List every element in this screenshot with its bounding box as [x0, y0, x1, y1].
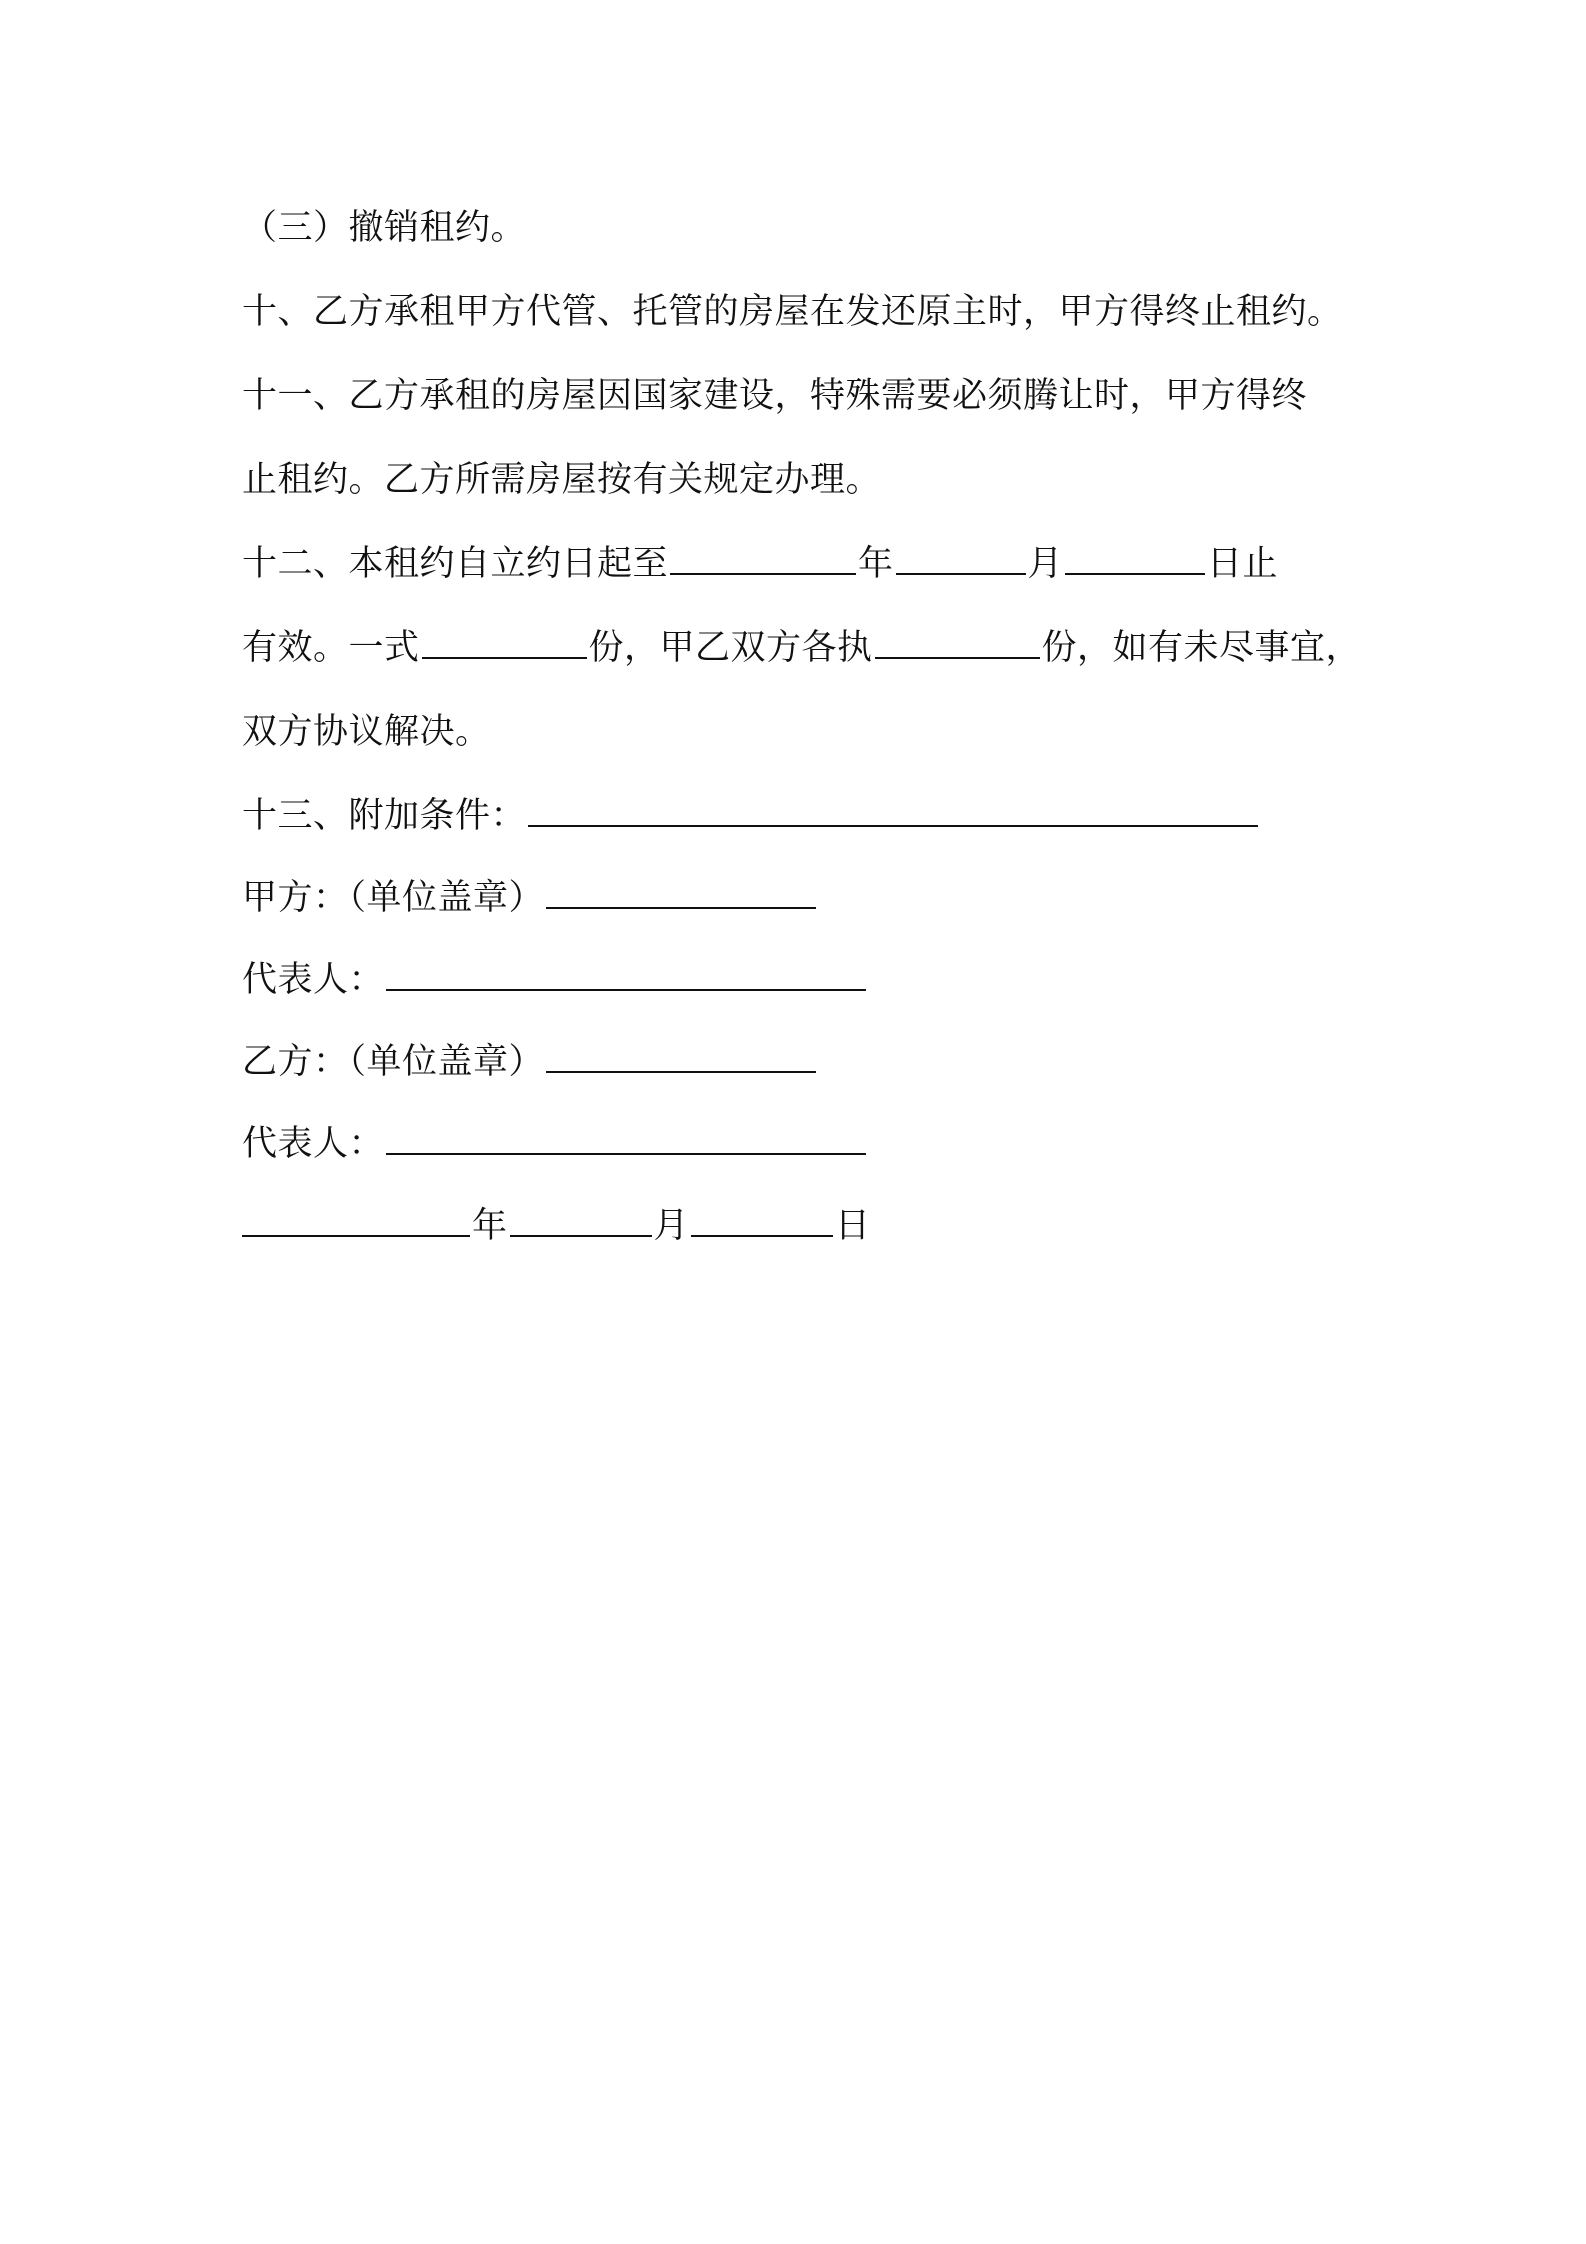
signing-year-blank[interactable]: [242, 1205, 470, 1237]
end-year-blank[interactable]: [670, 543, 856, 575]
rep-b-blank[interactable]: [386, 1123, 866, 1155]
signing-month-blank[interactable]: [510, 1205, 652, 1237]
clause-12-line-2: [242, 626, 1361, 670]
clause-13-label: 十三、附加条件：: [242, 796, 527, 836]
signing-day-blank[interactable]: [691, 1205, 833, 1237]
clause-12-text-3: 双方协议解决。: [242, 712, 491, 752]
party-a-seal-blank[interactable]: [546, 877, 816, 909]
rep-a-blank[interactable]: [386, 959, 866, 991]
clause-12-each-text: 份，甲乙双方各执: [588, 628, 873, 668]
clause-12-day-label: 日止: [1207, 544, 1279, 584]
party-b-signature-line: [242, 1040, 818, 1084]
clause-11-line-2: [242, 458, 881, 502]
additional-terms-blank[interactable]: [528, 795, 1258, 827]
party-b-label: 乙方：（单位盖章）: [242, 1042, 545, 1082]
clause-12-line-3: [242, 710, 491, 754]
clause-11-text-2: 止租约。乙方所需房屋按有关规定办理。: [242, 460, 882, 500]
signing-day-label: 日: [835, 1206, 871, 1246]
signing-month-label: 月: [653, 1206, 690, 1246]
clause-10: [242, 290, 1343, 334]
party-a-label: 甲方：（单位盖章）: [242, 878, 545, 918]
clause-12-start-text: 十二、本租约自立约日起至: [242, 544, 669, 584]
signing-date-line: [242, 1204, 871, 1248]
clause-11-text-1: 十一、乙方承租的房屋因国家建设，特殊需要必须腾让时，甲方得终: [242, 376, 1308, 416]
clause-12-month-label: 月: [1027, 544, 1064, 584]
signing-year-label: 年: [472, 1206, 508, 1246]
each-party-copies-blank[interactable]: [875, 627, 1040, 659]
clause-11-line-1: [242, 374, 1307, 418]
clause-10-text: 十、乙方承租甲方代管、托管的房屋在发还原主时，甲方得终止租约。: [242, 292, 1343, 332]
clause-13: [242, 794, 1260, 838]
clause-12-line-1: [242, 542, 1278, 586]
total-copies-blank[interactable]: [422, 627, 587, 659]
party-b-seal-blank[interactable]: [546, 1041, 816, 1073]
end-day-blank[interactable]: [1065, 543, 1205, 575]
item-revoke-lease: [242, 206, 526, 250]
party-a-representative-line: [242, 958, 868, 1002]
clause-12-copies-text: 有效。一式: [242, 628, 420, 668]
end-month-blank[interactable]: [896, 543, 1026, 575]
clause-12-year-label: 年: [858, 544, 894, 584]
party-b-representative-line: [242, 1122, 868, 1166]
item-revoke-text: （三）撤销租约。: [242, 208, 527, 248]
rep-a-label: 代表人：: [242, 960, 385, 1000]
party-a-signature-line: [242, 876, 818, 920]
clause-12-remaining-text: 份，如有未尽事宜，: [1041, 628, 1362, 668]
rep-b-label: 代表人：: [242, 1124, 385, 1164]
